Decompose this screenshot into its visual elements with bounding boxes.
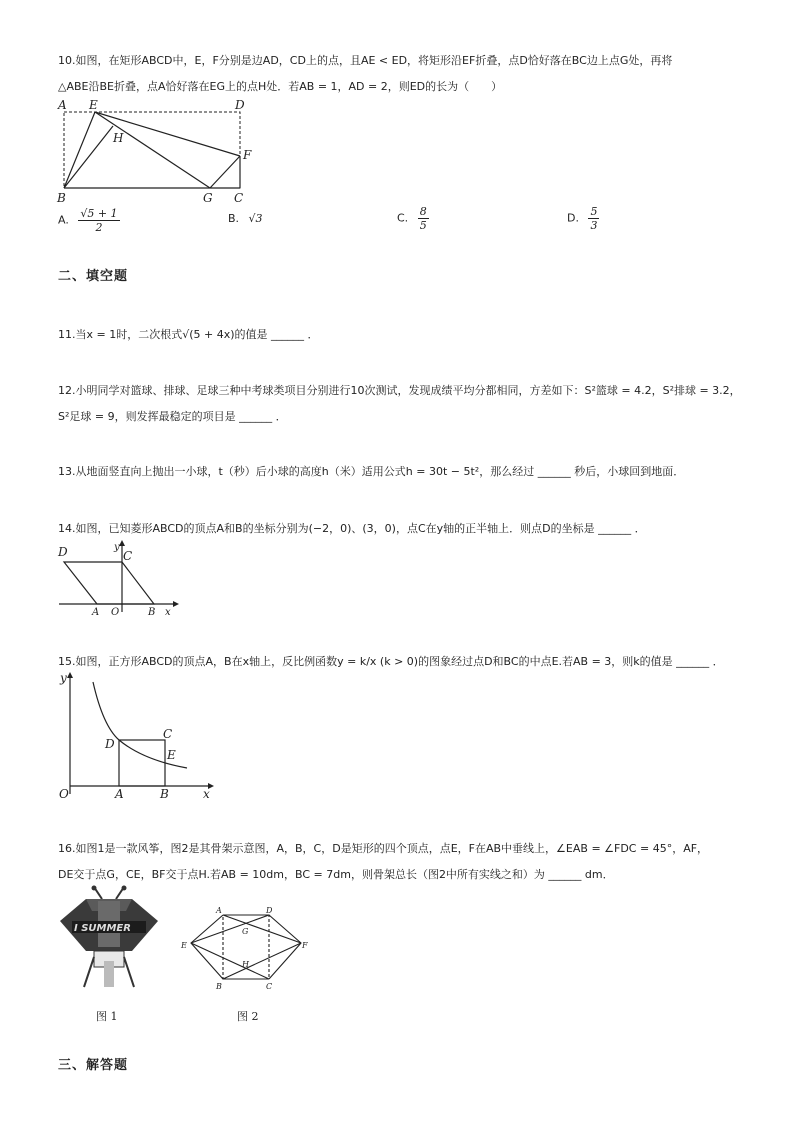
q10-option-b[interactable]: B. √3: [228, 212, 263, 225]
label-C: C: [123, 549, 133, 563]
q12-line2: S²足球 = 9，则发挥最稳定的项目是 ______ ．: [58, 410, 287, 423]
label-D: D: [266, 906, 273, 915]
label-F: F: [302, 941, 308, 950]
q10-option-c[interactable]: C. $\frac{8}{5}$: [397, 205, 427, 232]
label-E: E: [89, 98, 98, 112]
kite-photo: [58, 885, 160, 997]
q10-line1: 10.如图，在矩形ABCD中，E，F分别是边AD，CD上的点，且AE < ED，将矩形沿EF折叠，点D恰好落在BC边上点G处，再将: [58, 54, 673, 67]
section-title-fill-in: 二、填空题: [58, 269, 129, 284]
kite-skeleton-figure: [178, 903, 313, 993]
label-A: A: [92, 607, 100, 618]
rhombus-abcd: [64, 562, 154, 604]
label-G: G: [203, 191, 213, 205]
q16-line2: DE交于点G，CE，BF交于点H.若AB = 10dm，BC = 7dm，则骨架总长（图2中所有实线之和）为 ______ dm．: [58, 868, 614, 881]
label-A: A: [58, 98, 67, 112]
kite-lettering: I SUMMER: [74, 923, 131, 934]
label-E: E: [181, 941, 187, 950]
label-G: G: [242, 927, 249, 936]
label-A: A: [115, 787, 124, 800]
label-E: E: [167, 748, 176, 762]
label-D: D: [105, 737, 115, 751]
label-H: H: [113, 131, 124, 145]
section-title-answers: 三、解答题: [58, 1058, 129, 1073]
label-x: x: [165, 607, 171, 618]
label-H: H: [242, 960, 249, 969]
label-B: B: [57, 191, 66, 205]
q12-line1: 12.小明同学对篮球、排球、足球三种中考球类项目分别进行10次测试，发现成绩平均分都相同，方差如下：S²篮球 = 4.2，S²排球 = 3.2，: [58, 384, 741, 397]
figure-1-caption: 图 1: [96, 1010, 118, 1023]
q14-text: 14.如图，已知菱形ABCD的顶点A和B的坐标分别为(−2，0)、(3，0)，点C在y轴的正半轴上．则点D的坐标是 ______ ．: [58, 522, 646, 535]
label-B: B: [160, 787, 169, 800]
q10-line2: △ABE沿BE折叠，点A恰好落在EG上的点H处．若AB = 1，AD = 2，则ED的长为（ ）: [58, 80, 503, 93]
q14-figure: [55, 538, 180, 618]
q13-text: 13.从地面竖直向上抛出一小球，t（秒）后小球的高度h（米）适用公式h = 30t − 5t²，那么经过 ______ 秒后，小球回到地面．: [58, 465, 685, 478]
label-C: C: [163, 727, 173, 741]
label-x: x: [203, 787, 210, 800]
label-y: y: [114, 542, 120, 553]
label-C: C: [266, 982, 273, 991]
figure-2-caption: 图 2: [237, 1010, 259, 1023]
q11-text: 11.当x = 1时，二次根式√(5 + 4x)的值是 ______ ．: [58, 328, 319, 341]
q10-figure: [55, 96, 260, 206]
q16-line1: 16.如图1是一款风筝，图2是其骨架示意图，A，B，C，D是矩形的四个顶点，点E，F在AB中垂线上，∠EAB = ∠FDC = 45°，AF，: [58, 842, 709, 855]
rect-abcd-dashed: [223, 915, 269, 979]
label-B: B: [216, 982, 222, 991]
q10-option-a[interactable]: A. $\frac{√5 + 1}{2}$: [58, 207, 118, 234]
q15-text: 15.如图，正方形ABCD的顶点A，B在x轴上，反比例函数y = k/x (k > 0)的图象经过点D和BC的中点E.若AB = 3，则k的值是 ______ ．: [58, 655, 724, 668]
q15-figure: [55, 668, 215, 800]
label-O: O: [111, 607, 120, 618]
label-C: C: [234, 191, 244, 205]
label-A: A: [216, 906, 222, 915]
label-F: F: [243, 148, 252, 162]
q10-option-d[interactable]: D. $\frac{5}{3}$: [567, 205, 598, 232]
label-D: D: [235, 98, 245, 112]
label-D: D: [58, 545, 68, 559]
label-O: O: [59, 787, 69, 800]
label-y: y: [60, 671, 67, 685]
square-abcd: [119, 740, 165, 786]
label-B: B: [148, 607, 156, 618]
